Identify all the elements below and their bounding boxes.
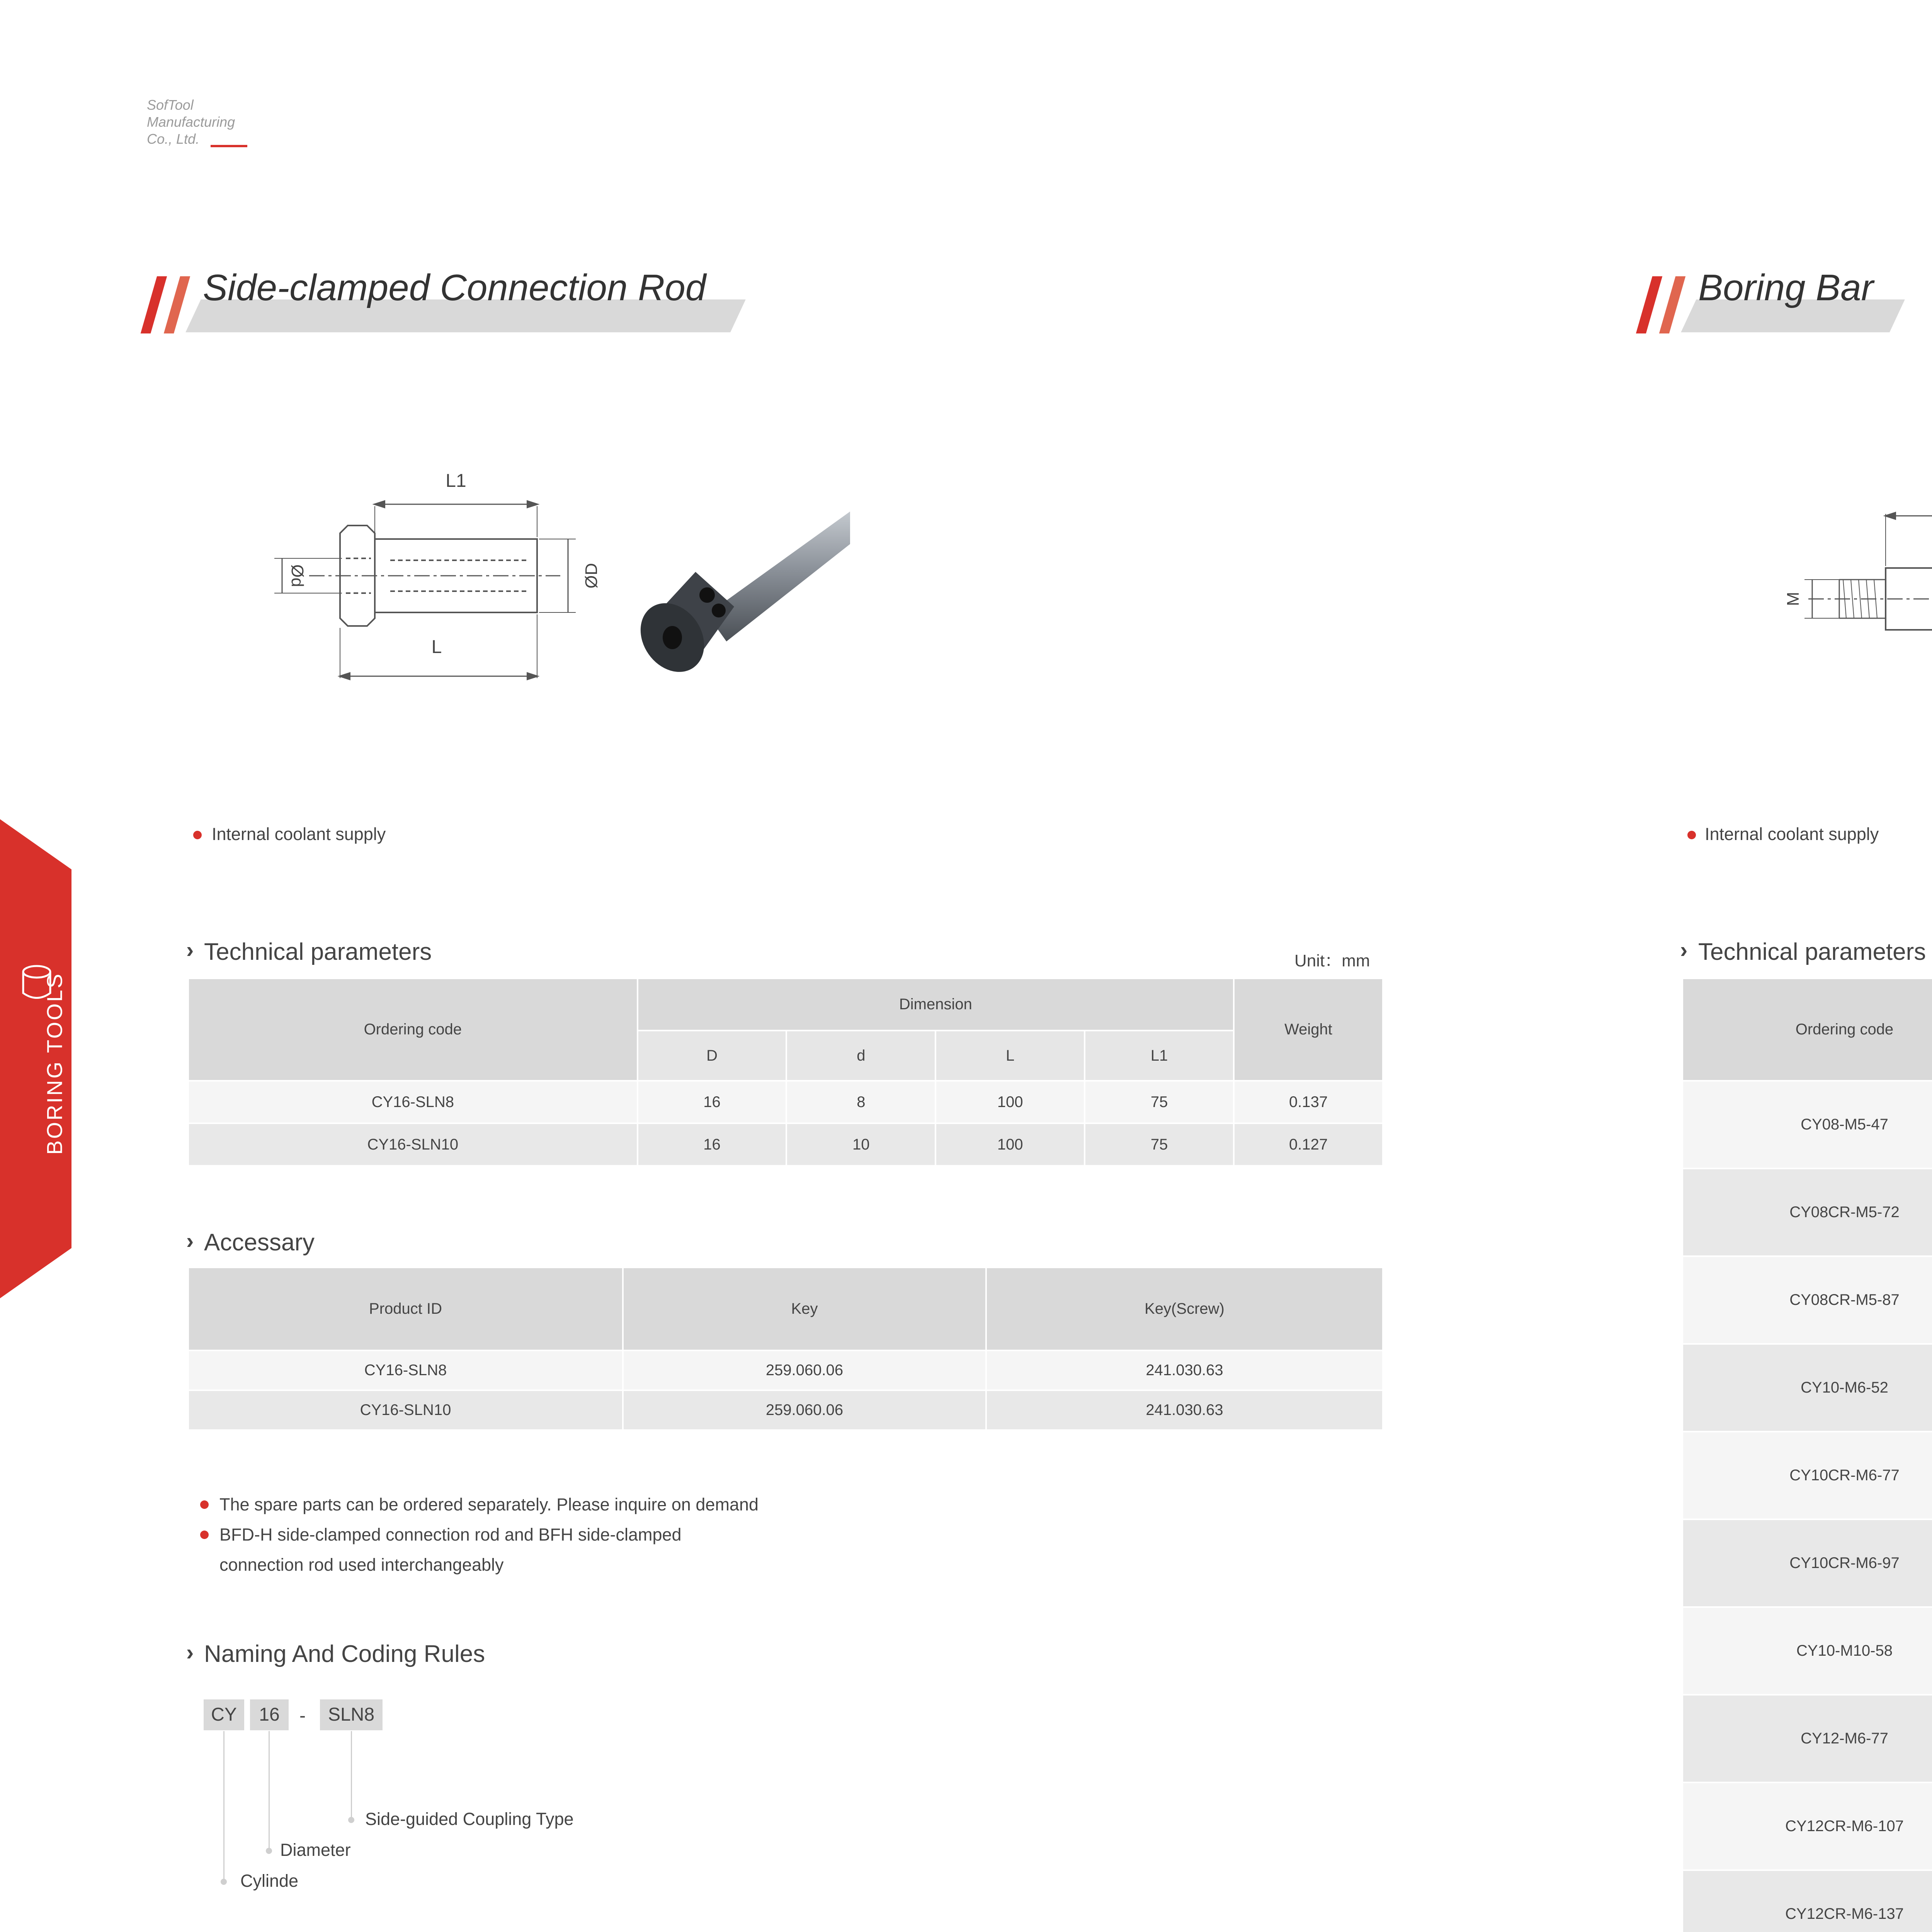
cell: CY12-M6-77 [1682,1695,1932,1782]
col-product-id: Product ID [188,1267,623,1350]
tech-params-table [187,978,1384,1167]
col-ordering-code: Ordering code [1682,978,1932,1081]
cell: CY10CR-M6-97 [1682,1519,1932,1607]
cell: CY16-SLN8 [188,1081,638,1123]
code-separator: - [299,1706,306,1726]
notes [219,1490,759,1580]
code-segment-diameter: 16 [250,1699,289,1730]
code-segment-type: SLN8 [320,1699,383,1730]
page-title: Side-clamped Connection Rod [203,267,706,308]
cell: CY08CR-M5-87 [1682,1256,1932,1344]
cell: 241.030.63 [986,1390,1383,1430]
company-name [147,97,235,148]
chevron-right-icon: › [1680,937,1688,963]
leader-line [269,1731,270,1851]
col-d: d [786,1031,935,1081]
cell: 241.030.63 [986,1350,1383,1390]
leader-dot [221,1879,227,1885]
boring-bar-table [1682,978,1932,1932]
dim-label-l: L [431,637,442,657]
cell: CY12CR-M6-107 [1682,1782,1932,1870]
code-label-type: Side-guided Coupling Type [365,1809,574,1829]
code-label-diameter: Diameter [280,1840,351,1860]
table-row [188,1390,1383,1430]
code-segment-cy: CY [204,1699,244,1730]
title-accent-bar [141,276,167,333]
boring-tool-icon [17,962,56,1005]
feature-text: Internal coolant supply [212,824,386,844]
cell: 0.137 [1234,1081,1383,1123]
cell: CY16-SLN10 [188,1390,623,1430]
note-line: BFD-H side-clamped connection rod and BFH side-clamped [219,1525,682,1544]
bullet-dot [193,831,202,839]
accessary-table [187,1267,1384,1431]
company-line-1: SofTool [147,97,194,113]
cell: CY12CR-M6-137 [1682,1870,1932,1932]
section-heading: Technical parameters [1698,939,1926,965]
section-heading: Accessary [204,1229,315,1256]
table-row [188,1350,1383,1390]
col-dimension: Dimension [638,978,1234,1031]
cell: 16 [638,1081,787,1123]
note-line: The spare parts can be ordered separately. Please inquire on demand [219,1495,759,1514]
table-row [1682,1432,1932,1519]
cell: 75 [1085,1123,1234,1166]
cell: 259.060.06 [623,1390,986,1430]
table-row [1682,1870,1932,1932]
connection-rod-drawing [251,456,850,711]
table-row [1682,1782,1932,1870]
table-row [1682,1519,1932,1607]
title-accent-bar [164,276,190,333]
connection-rod-render [628,495,850,684]
cell: CY10-M10-58 [1682,1607,1932,1695]
bullet-dot [200,1500,209,1509]
unit-label: Unit：mm [1294,951,1370,970]
dim-label-m: M [1784,592,1803,606]
table-row [1682,1695,1932,1782]
col-L: L [935,1031,1085,1081]
cell: CY08CR-M5-72 [1682,1168,1932,1256]
code-label-cylinder: Cylinde [240,1871,299,1891]
chevron-right-icon: › [186,937,194,963]
feature-text: Internal coolant supply [1705,824,1879,844]
cell: 10 [786,1123,935,1166]
chevron-right-icon: › [186,1228,194,1253]
cell: CY16-SLN8 [188,1350,623,1390]
cell: 75 [1085,1081,1234,1123]
table-row [1682,1607,1932,1695]
leader-dot [348,1817,354,1823]
col-D: D [638,1031,787,1081]
section-heading: Technical parameters [204,939,432,965]
cell: 0.127 [1234,1123,1383,1166]
col-L1: L1 [1085,1031,1234,1081]
cell: 16 [638,1123,787,1166]
cell: 100 [935,1081,1085,1123]
cell: 259.060.06 [623,1350,986,1390]
cell: 100 [935,1123,1085,1166]
col-weight: Weight [1234,978,1383,1081]
dim-label-l1: L1 [446,471,466,491]
title-accent-bar [1659,276,1685,333]
col-ordering-code: Ordering code [188,978,638,1081]
leader-line [223,1731,224,1882]
side-tab-left-label: BORING TOOLS [42,972,67,1155]
cell: CY08-M5-47 [1682,1081,1932,1168]
table-row [1682,1168,1932,1256]
company-line-2: Manufacturing [147,114,235,130]
page-title: Boring Bar [1698,267,1874,308]
table-row [188,1081,1383,1123]
title-accent-bar [1636,276,1662,333]
boring-bar-drawing [1762,479,1932,711]
cell: 8 [786,1081,935,1123]
section-heading: Naming And Coding Rules [204,1641,485,1667]
leader-line [351,1731,352,1820]
col-key: Key [623,1267,986,1350]
note-line: connection rod used interchangeably [219,1555,504,1575]
cell: CY10CR-M6-77 [1682,1432,1932,1519]
leader-dot [266,1848,272,1854]
table-row [1682,1344,1932,1432]
cell: CY10-M6-52 [1682,1344,1932,1432]
cell: CY16-SLN10 [188,1123,638,1166]
table-row [1682,1081,1932,1168]
bullet-dot [1687,831,1696,839]
company-accent-line [211,145,247,147]
company-line-3: Co., Ltd. [147,131,200,147]
bullet-dot [200,1531,209,1539]
dim-label-d: Ød [288,564,307,587]
col-key-screw: Key(Screw) [986,1267,1383,1350]
dim-label-D: ØD [582,563,601,588]
chevron-right-icon: › [186,1640,194,1665]
table-row [188,1123,1383,1166]
table-row [1682,1256,1932,1344]
